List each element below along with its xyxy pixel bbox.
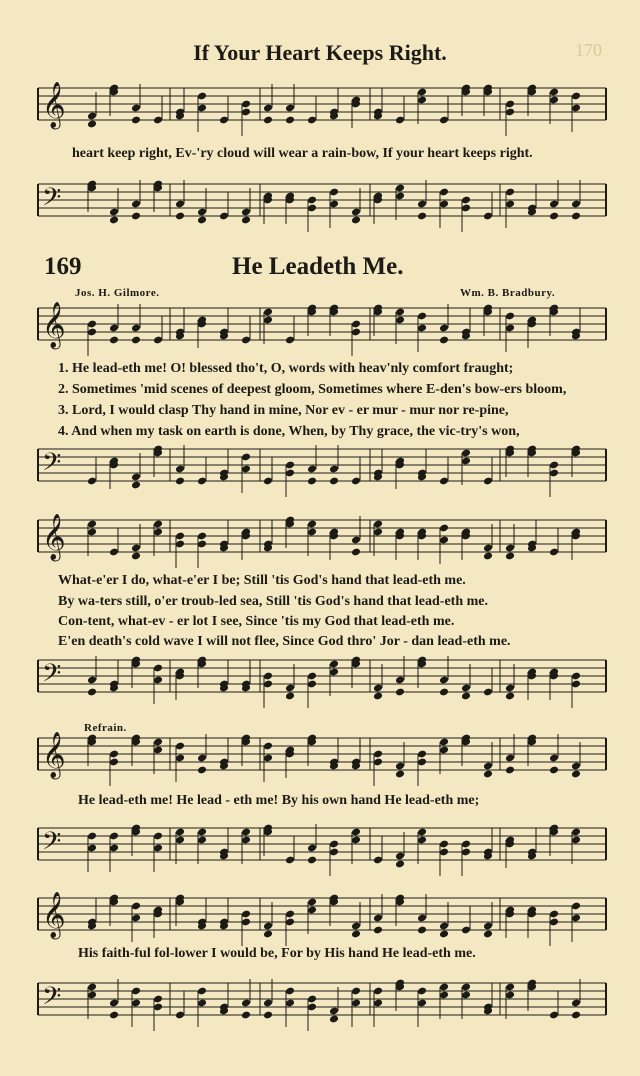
note-head bbox=[351, 216, 361, 225]
staff-lines bbox=[38, 828, 606, 860]
top-hymn-title: If Your Heart Keeps Right. bbox=[193, 40, 447, 65]
note-head bbox=[395, 688, 405, 697]
note-head bbox=[329, 1015, 339, 1024]
hymn-author: Jos. H. Gilmore. bbox=[75, 287, 160, 299]
top-treble-staff bbox=[0, 80, 640, 140]
note-head bbox=[175, 477, 185, 486]
hymn-number: 169 bbox=[44, 253, 82, 280]
note-head bbox=[285, 116, 295, 125]
bass-clef-icon: 𝄢 bbox=[42, 827, 62, 862]
note-head bbox=[197, 216, 207, 225]
bass-clef-icon: 𝄢 bbox=[42, 659, 62, 694]
note-head bbox=[263, 930, 273, 939]
system1-verse-3: 3. Lord, I would clasp Thy hand in mine, Nor ev - er mur - mur nor re-pine, bbox=[58, 403, 509, 418]
note-head bbox=[109, 1011, 119, 1020]
note-head bbox=[373, 692, 383, 701]
system2-verse-2: By wa-ters still, o'er troub-led sea, Still 'tis God's hand that lead-eth me. bbox=[58, 594, 488, 609]
note-head bbox=[131, 552, 141, 561]
note-head bbox=[417, 926, 427, 935]
note-head bbox=[483, 552, 493, 561]
note-head bbox=[373, 926, 383, 935]
note-head bbox=[197, 766, 207, 775]
staff-lines bbox=[38, 184, 606, 216]
note-head bbox=[439, 930, 449, 939]
treble-clef-icon: 𝄞 bbox=[42, 892, 66, 938]
bass-clef-icon: 𝄢 bbox=[42, 982, 62, 1017]
note-head bbox=[241, 216, 251, 225]
staff-lines bbox=[38, 449, 606, 481]
system1-bass-staff bbox=[0, 441, 640, 501]
note-head bbox=[175, 212, 185, 221]
note-head bbox=[505, 766, 515, 775]
system2-treble-staff bbox=[0, 512, 640, 572]
note-head bbox=[483, 930, 493, 939]
system2-verse-3: Con-tent, what-ev - er lot I see, Since 'tis my God that lead-eth me. bbox=[58, 614, 455, 629]
note-head bbox=[571, 212, 581, 221]
note-head bbox=[395, 770, 405, 779]
top-bass-staff bbox=[0, 176, 640, 236]
system2-verse-1: What-e'er I do, what-e'er I be; Still 'tis God's hand that lead-eth me. bbox=[58, 573, 466, 588]
staff-lines bbox=[38, 983, 606, 1015]
system1-verse-1: 1. He lead-eth me! O! blessed tho't, O, words with heav'nly comfort fraught; bbox=[58, 361, 514, 376]
note-head bbox=[549, 766, 559, 775]
note-head bbox=[329, 477, 339, 486]
note-head bbox=[461, 692, 471, 701]
staff-lines bbox=[38, 898, 606, 930]
note-head bbox=[351, 930, 361, 939]
note-head bbox=[131, 336, 141, 345]
system2-verse-4: E'en death's cold wave I will not flee, Since God thro' Jor - dan lead-eth me. bbox=[58, 634, 511, 649]
system1-treble-staff bbox=[0, 300, 640, 360]
note-head bbox=[241, 1011, 251, 1020]
system1-verse-2: 2. Sometimes 'mid scenes of deepest gloom, Sometimes where E-den's bow-ers bloom, bbox=[58, 382, 567, 397]
note-head bbox=[483, 770, 493, 779]
note-head bbox=[109, 216, 119, 225]
note-head bbox=[87, 688, 97, 697]
note-head bbox=[307, 477, 317, 486]
refrain2-bass-staff bbox=[0, 975, 640, 1035]
note-head bbox=[351, 548, 361, 557]
note-head bbox=[131, 116, 141, 125]
note-head bbox=[109, 336, 119, 345]
treble-clef-icon: 𝄞 bbox=[42, 514, 66, 560]
staff-lines bbox=[38, 660, 606, 692]
treble-clef-icon: 𝄞 bbox=[42, 732, 66, 778]
staff-lines bbox=[38, 308, 606, 340]
note-head bbox=[307, 856, 317, 865]
note-head bbox=[571, 770, 581, 779]
note-head bbox=[505, 692, 515, 701]
page-number: 170 bbox=[575, 40, 602, 60]
refrain-line-1: He lead-eth me! He lead - eth me! By his own hand He lead-eth me; bbox=[78, 793, 480, 808]
note-head bbox=[131, 212, 141, 221]
note-head bbox=[87, 120, 97, 129]
top-hymn-lyric: heart keep right, Ev-'ry cloud will wear a rain-bow, If your heart keeps right. bbox=[72, 146, 533, 161]
note-head bbox=[571, 1011, 581, 1020]
note-head bbox=[263, 116, 273, 125]
note-head bbox=[285, 692, 295, 701]
bass-clef-icon: 𝄢 bbox=[42, 183, 62, 218]
note-head bbox=[439, 688, 449, 697]
hymn-composer: Wm. B. Bradbury. bbox=[460, 287, 556, 299]
note-head bbox=[505, 552, 515, 561]
refrain2-treble-staff bbox=[0, 890, 640, 950]
bass-clef-icon: 𝄢 bbox=[42, 448, 62, 483]
refrain-label: Refrain. bbox=[84, 722, 127, 734]
note-head bbox=[549, 212, 559, 221]
treble-clef-icon: 𝄞 bbox=[42, 82, 66, 128]
treble-clef-icon: 𝄞 bbox=[42, 302, 66, 348]
system2-bass-staff bbox=[0, 652, 640, 712]
system1-verse-4: 4. And when my task on earth is done, When, by Thy grace, the vic-try's won, bbox=[58, 424, 520, 439]
refrain-line-2: His faith-ful fol-lower I would be, For by His hand He lead-eth me. bbox=[78, 946, 476, 961]
hymn-title: He Leadeth Me. bbox=[232, 253, 404, 280]
note-head bbox=[439, 336, 449, 345]
refrain1-treble-staff bbox=[0, 730, 640, 790]
note-head bbox=[395, 860, 405, 869]
note-head bbox=[417, 212, 427, 221]
note-head bbox=[131, 481, 141, 490]
refrain1-bass-staff bbox=[0, 820, 640, 880]
staff-lines bbox=[38, 88, 606, 120]
staff-lines bbox=[38, 520, 606, 552]
note-head bbox=[263, 1011, 273, 1020]
staff-lines bbox=[38, 738, 606, 770]
